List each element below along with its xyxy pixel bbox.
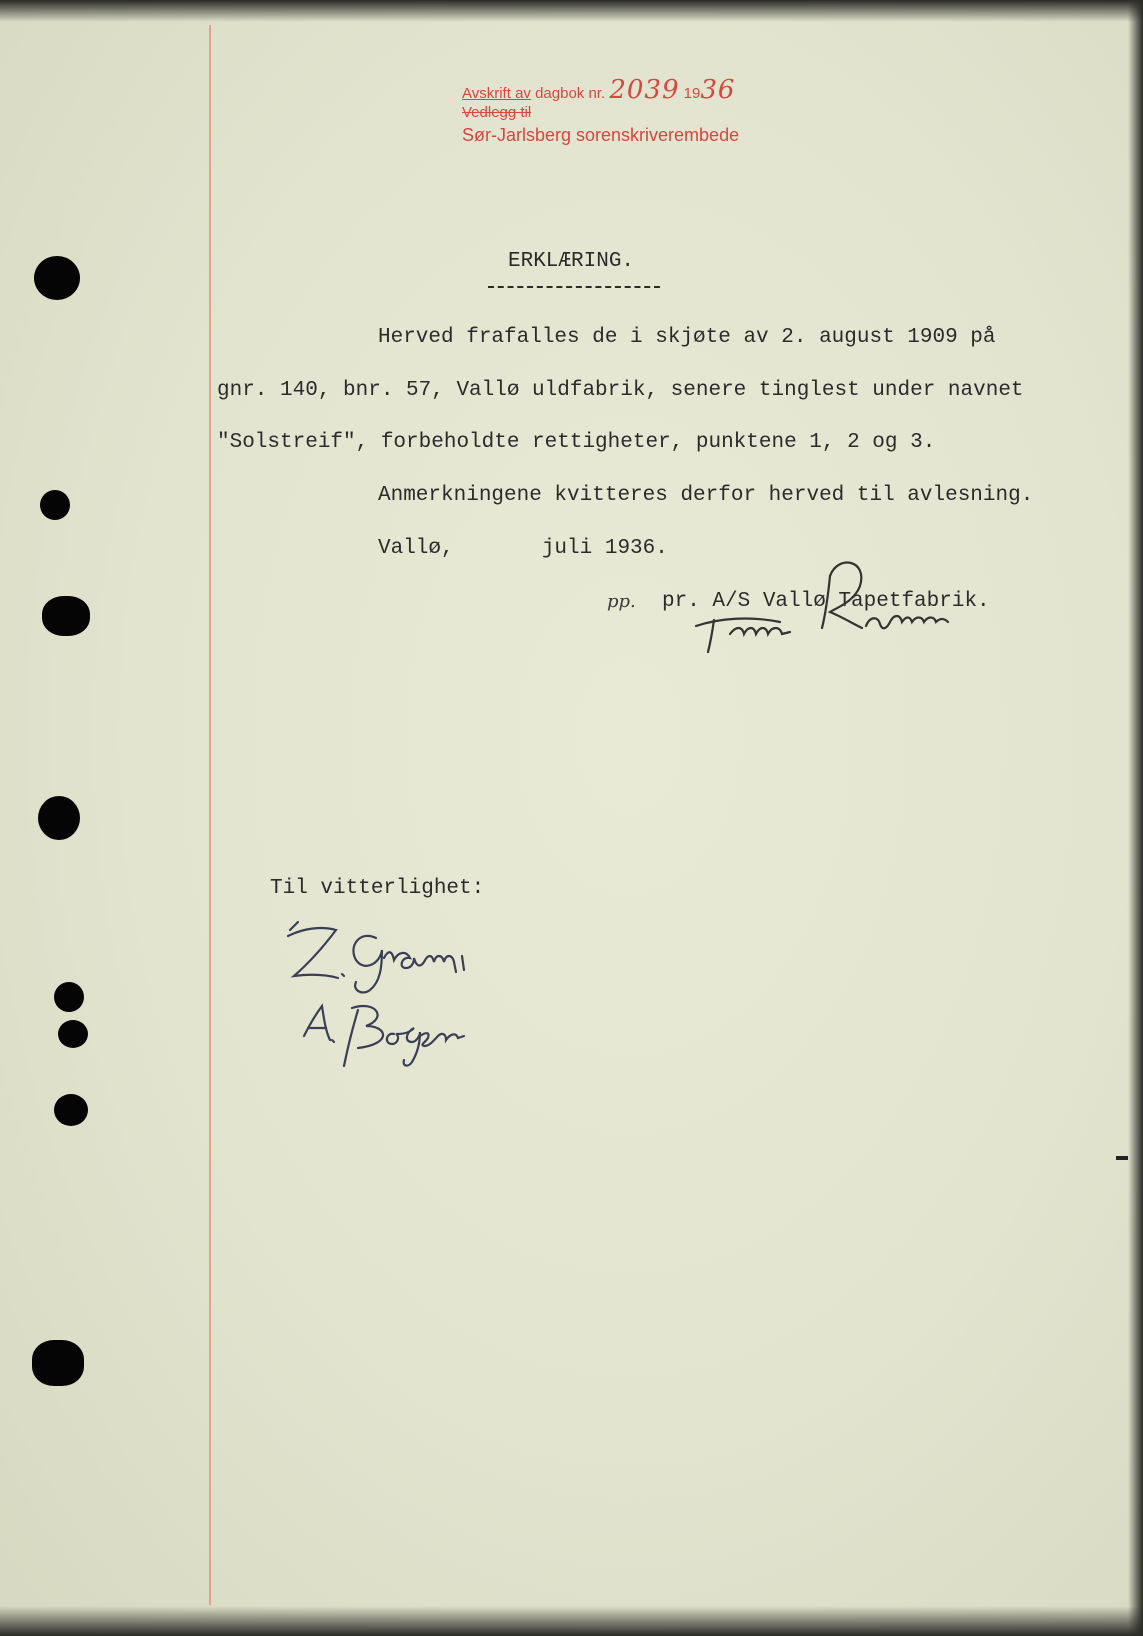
- stamp-line-1: [462, 75, 802, 105]
- stamp-line-2: Vedlegg til: [462, 104, 532, 121]
- punch-hole: [32, 1340, 84, 1386]
- punch-hole: [34, 256, 80, 300]
- paragraph-line: Herved frafalles de i skjøte av 2. august 1909 på: [378, 326, 996, 349]
- stamp-line-3: Sør-Jarlsberg sorenskriverembede: [462, 125, 740, 145]
- punch-hole: [54, 1094, 88, 1126]
- place-date: Vallø, juli 1936.: [378, 537, 668, 560]
- registry-stamp: [462, 75, 802, 148]
- punch-hole: [54, 982, 84, 1012]
- scan-edge-bottom: [0, 1606, 1143, 1636]
- paragraph-line: Anmerkningene kvitteres derfor herved til avlesning.: [378, 484, 1034, 507]
- title-underline: [488, 286, 660, 288]
- scan-edge-right: [1128, 0, 1143, 1636]
- punch-hole: [40, 490, 70, 520]
- paragraph-line: gnr. 140, bnr. 57, Vallø uldfabrik, senere tinglest under navnet: [217, 379, 1024, 402]
- stamp-dagbok: dagbok nr.: [535, 85, 606, 102]
- edge-mark: [1116, 1156, 1128, 1160]
- stamp-avskrift: Avskrift av: [462, 85, 531, 102]
- witness-label: Til vitterlighet:: [270, 877, 485, 900]
- punch-hole: [58, 1020, 88, 1048]
- signatory-pp: pp.: [607, 591, 636, 612]
- company-signature: [690, 556, 1030, 656]
- punch-hole: [42, 596, 90, 636]
- stamp-number: 2039: [609, 75, 680, 105]
- paragraph-line: "Solstreif", forbeholdte rettigheter, punktene 1, 2 og 3.: [217, 431, 936, 454]
- stamp-year-suffix: 36: [700, 75, 736, 105]
- scan-edge-top: [0, 0, 1143, 22]
- margin-rule: [209, 25, 211, 1605]
- signatory-line: pr. A/S Vallø Tapetfabrik.: [662, 590, 990, 613]
- witness-signature-2: [296, 996, 496, 1076]
- stamp-year-prefix: 19: [683, 85, 701, 102]
- document-title: ERKLÆRING.: [508, 250, 635, 273]
- witness-signature-1: [284, 916, 504, 996]
- punch-hole: [38, 796, 80, 840]
